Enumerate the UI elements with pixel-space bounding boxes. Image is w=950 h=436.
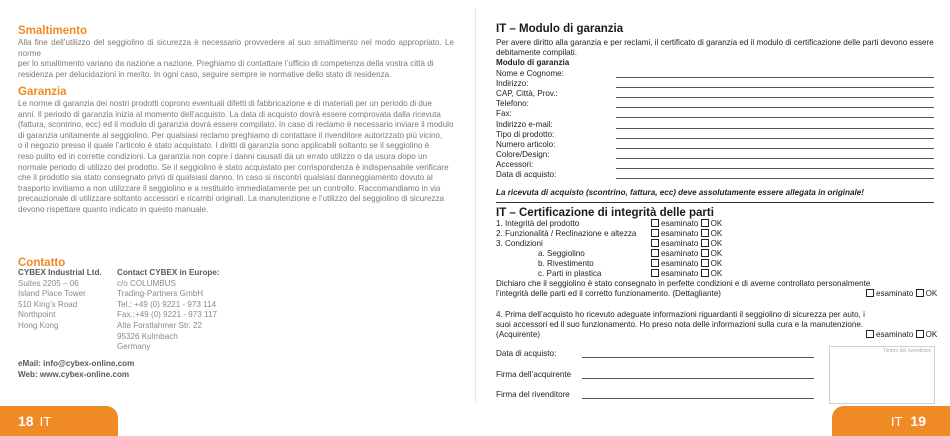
declaration-check[interactable]: esaminato OK bbox=[866, 289, 937, 299]
intro-line: debitamente compilati. bbox=[496, 48, 577, 58]
contact-hk-company: CYBEX Industrial Ltd. bbox=[18, 268, 102, 277]
checkbox-icon[interactable] bbox=[916, 330, 924, 338]
dealer-stamp-label: Timbro del rivenditore bbox=[882, 348, 931, 354]
warranty-title: Garanzia bbox=[18, 86, 67, 98]
field-label: Telefono: bbox=[496, 99, 529, 109]
contact-web: Web: www.cybex-online.com bbox=[18, 369, 130, 379]
dealer-stamp-box[interactable] bbox=[829, 346, 935, 404]
checkbox-icon[interactable] bbox=[651, 249, 659, 257]
cert-row-label: 1. Integrità del prodotto bbox=[496, 218, 580, 228]
cert-row-label: 3. Condizioni bbox=[496, 238, 543, 248]
cert-row bbox=[496, 268, 736, 278]
warranty-form-fields bbox=[496, 68, 934, 179]
warranty-text bbox=[18, 99, 454, 216]
cert-row-check[interactable]: esaminato OK bbox=[651, 219, 722, 228]
contact-europe bbox=[117, 268, 257, 353]
contact-europe-line: Germany bbox=[117, 342, 151, 352]
page-lang-right: IT bbox=[890, 413, 903, 429]
field-line[interactable] bbox=[616, 100, 934, 108]
purchase-date-line[interactable] bbox=[582, 349, 814, 358]
field-email[interactable] bbox=[496, 118, 934, 128]
buyer-signature-line[interactable] bbox=[582, 370, 814, 379]
purchase-date-row[interactable] bbox=[496, 349, 814, 358]
right-footer-bar bbox=[832, 406, 950, 436]
contact-title: Contatto bbox=[18, 257, 66, 269]
field-phone[interactable] bbox=[496, 98, 934, 108]
buyer-check[interactable]: esaminato OK bbox=[866, 330, 937, 340]
warranty-line: devono rispettare quanto indicato in questo manuale. bbox=[18, 204, 209, 214]
field-label: Tipo di prodotto: bbox=[496, 129, 555, 139]
cert-row bbox=[496, 238, 736, 248]
page-divider bbox=[475, 8, 476, 404]
buyer-signature-label: Firma dell’acquirente bbox=[496, 370, 572, 379]
checkbox-icon[interactable] bbox=[651, 269, 659, 277]
checkbox-icon[interactable] bbox=[701, 249, 709, 257]
cert-row-label: a. Seggiolino bbox=[538, 248, 585, 258]
point4-line: 4. Prima dell’acquisto ho ricevuto adeguate informazioni riguardanti il seggiolino di sicurezza per auto, i bbox=[496, 310, 865, 319]
field-label: Colore/Design: bbox=[496, 149, 550, 159]
field-label: Indirizzo: bbox=[496, 79, 529, 89]
cert-row bbox=[496, 248, 736, 258]
page-number-left: 18 bbox=[18, 413, 34, 429]
warranty-line: reso pulito ed in corrette condizioni. La garanzia non copre i danni causati da un errato utilizzo o da usura dopo un bbox=[18, 151, 427, 161]
field-line[interactable] bbox=[616, 131, 934, 139]
field-label: Indirizzo e-mail: bbox=[496, 119, 553, 129]
contact-europe-phone: Tel.: +49 (0) 9221 - 973 114 bbox=[117, 299, 217, 309]
point4-line: (Acquirente) bbox=[496, 330, 541, 340]
cert-row-label: b. Rivestimento bbox=[538, 258, 594, 268]
field-label: Fax: bbox=[496, 109, 512, 119]
field-line[interactable] bbox=[616, 110, 934, 118]
warranty-form-title: IT – Modulo di garanzia bbox=[496, 23, 624, 35]
cert-title: IT – Certificazione di integrità delle parti bbox=[496, 207, 714, 219]
checkbox-icon[interactable] bbox=[701, 239, 709, 247]
field-label: Numero articolo: bbox=[496, 139, 556, 149]
point4-line: suoi accessori ed il suo funzionamento. Ho preso nota delle informazioni sulla cura e la manutenzione. bbox=[496, 320, 864, 330]
contact-europe-line: c/o COLUMBUS bbox=[117, 278, 176, 288]
checkbox-icon[interactable] bbox=[701, 269, 709, 277]
cert-row bbox=[496, 258, 736, 268]
warranty-line: normale periodo di utilizzo del prodotto. Se il seggiolino è stato acquistato per corrispondenza è indispensabile verificare bbox=[18, 162, 449, 172]
page-number-right: 19 bbox=[910, 413, 926, 429]
field-line[interactable] bbox=[616, 171, 934, 179]
field-label: Nome e Cognome: bbox=[496, 69, 564, 79]
contact-email: eMail: info@cybex-online.com bbox=[18, 359, 135, 368]
page-lang-left: IT bbox=[39, 413, 52, 429]
checkbox-icon[interactable] bbox=[701, 229, 709, 237]
checkbox-icon[interactable] bbox=[651, 229, 659, 237]
field-address[interactable] bbox=[496, 78, 934, 88]
warranty-form-subtitle: Modulo di garanzia bbox=[496, 58, 570, 67]
purchase-date-label: Data di acquisto: bbox=[496, 349, 557, 358]
field-line[interactable] bbox=[616, 141, 934, 149]
checkbox-icon[interactable] bbox=[866, 330, 874, 338]
checkbox-icon[interactable] bbox=[651, 219, 659, 227]
contact-europe-fax: Fax.:+49 (0) 9221 - 973 117 bbox=[117, 310, 217, 320]
field-line[interactable] bbox=[616, 80, 934, 88]
field-label: Accessori: bbox=[496, 159, 534, 169]
section-divider bbox=[496, 202, 934, 203]
declaration-line: Dichiaro che il seggiolino è stato consegnato in perfette condizioni e di averne controllato personalmente bbox=[496, 279, 871, 288]
checkbox-icon[interactable] bbox=[651, 239, 659, 247]
checkbox-icon[interactable] bbox=[701, 219, 709, 227]
field-line[interactable] bbox=[616, 70, 934, 78]
field-line[interactable] bbox=[616, 121, 934, 129]
field-label: CAP, Città, Prov.: bbox=[496, 89, 558, 99]
contact-hk-line: Suites 2205 – 06 bbox=[18, 278, 79, 288]
cert-row-check[interactable]: esaminato OK bbox=[651, 269, 722, 278]
warranty-line: o il negozio presso il quale l’articolo è stato acquistato. I diritti di garanzia sono applicabili soltanto se il seggiolino è bbox=[18, 141, 430, 151]
cert-row-label: c. Parti in plastica bbox=[538, 269, 602, 279]
warranty-line: Le norme di garanzia dei nostri prodotti coprono eventuali difetti di fabbricazione e di materiali per un periodo di due bbox=[18, 99, 432, 108]
dealer-signature-line[interactable] bbox=[582, 390, 814, 399]
contact-hk bbox=[18, 268, 114, 332]
warranty-line: anni. Il periodo di garanzia inizia al momento dell’acquisto. La data di acquisto dovrà essere comprovata dalla ricevuta bbox=[18, 109, 441, 119]
contact-hk-line: Northpoint bbox=[18, 310, 56, 320]
contact-online bbox=[18, 359, 134, 380]
checkbox-icon[interactable] bbox=[916, 289, 924, 297]
cert-row-check[interactable]: esaminato OK bbox=[651, 229, 722, 238]
contact-europe-line: Alte Forstlahmer Str. 22 bbox=[117, 320, 203, 330]
field-purchase-date[interactable] bbox=[496, 169, 934, 179]
contact-europe-line: Trading-Partners GmbH bbox=[117, 289, 204, 299]
field-name[interactable] bbox=[496, 68, 934, 78]
warranty-form-intro bbox=[496, 38, 936, 58]
cert-row-check[interactable]: esaminato OK bbox=[651, 249, 722, 258]
cert-row bbox=[496, 228, 736, 238]
disposal-line: residenza per delucidazioni in merito. In ogni caso, seguire sempre le normative dello stato di residenza. bbox=[18, 69, 392, 79]
cert-row-check[interactable]: esaminato OK bbox=[651, 259, 722, 268]
field-product-type[interactable] bbox=[496, 129, 934, 139]
disposal-line: Alla fine dell’utilizzo del seggiolino di sicurezza è necessario provvedere al suo smaltimento nel modo appropriato. Le norme bbox=[18, 38, 454, 58]
field-fax[interactable] bbox=[496, 108, 934, 118]
contact-europe-heading: Contact CYBEX in Europe: bbox=[117, 268, 220, 277]
contact-hk-line: 510 King’s Road bbox=[18, 299, 78, 309]
warranty-line: trasporto invitiamo a non utilizzare il seggiolino e a restituirlo immediatamente per un controllo. Raccomandiamo in via bbox=[18, 183, 441, 193]
field-line[interactable] bbox=[616, 151, 934, 159]
field-color-design[interactable] bbox=[496, 149, 934, 159]
field-accessories[interactable] bbox=[496, 159, 934, 169]
intro-line: Per avere diritto alla garanzia e per reclami, il certificato di garanzia ed il modulo di certificazione delle parti devono essere bbox=[496, 38, 934, 47]
warranty-line: (fattura, scontrino, ecc) ed il modulo di garanzia dovrà essere compilato. In caso di reclamo è necessario inviare il modulo bbox=[18, 120, 454, 130]
receipt-note: La ricevuta di acquisto (scontrino, fattura, ecc) deve assolutamente essere allegata in originale! bbox=[496, 188, 864, 197]
dealer-signature-label: Firma del rivenditore bbox=[496, 390, 570, 399]
disposal-text bbox=[18, 38, 454, 80]
checkbox-icon[interactable] bbox=[701, 259, 709, 267]
field-line[interactable] bbox=[616, 90, 934, 98]
field-label: Data di acquisto: bbox=[496, 170, 557, 180]
cert-row-check[interactable]: esaminato OK bbox=[651, 239, 722, 248]
field-line[interactable] bbox=[616, 161, 934, 169]
field-article-number[interactable] bbox=[496, 139, 934, 149]
checkbox-icon[interactable] bbox=[651, 259, 659, 267]
cert-checklist bbox=[496, 218, 736, 279]
contact-hk-line: Island Place Tower bbox=[18, 289, 86, 299]
field-zip-city[interactable] bbox=[496, 88, 934, 98]
disposal-title: Smaltimento bbox=[18, 25, 88, 37]
buyer-signature-row[interactable] bbox=[496, 370, 814, 379]
declaration-line: l’integrità delle parti ed il corretto funzionamento. (Dettagliante) bbox=[496, 289, 721, 299]
warranty-line: di garanzia unitamente al seggiolino. Per qualsiasi reclamo preghiamo di contattare il rivenditore autorizzato più vicino, bbox=[18, 130, 443, 140]
contact-europe-line: 95326 Kulmbach bbox=[117, 331, 178, 341]
cert-row bbox=[496, 218, 736, 228]
disposal-line: per lo smaltimento variano da nazione a nazione. Preghiamo di contattare l’ufficio di competenza della vostra città di bbox=[18, 59, 434, 69]
warranty-line: precauzionale di utilizzare soltanto accessori e ricambi originali. La manutenzione e l’utilizzo del seggiolino di sicurezza bbox=[18, 194, 445, 204]
contact-hk-line: Hong Kong bbox=[18, 320, 59, 330]
cert-row-label: 2. Funzionalità / Reclinazione e altezza bbox=[496, 228, 637, 238]
checkbox-icon[interactable] bbox=[866, 289, 874, 297]
left-footer-bar bbox=[0, 406, 118, 436]
warranty-line: che il prodotto sia stato consegnato privo di qualsiasi danno. In caso si riscontri qualsiasi danneggiamento dovuto al bbox=[18, 173, 433, 183]
dealer-signature-row[interactable] bbox=[496, 390, 814, 399]
